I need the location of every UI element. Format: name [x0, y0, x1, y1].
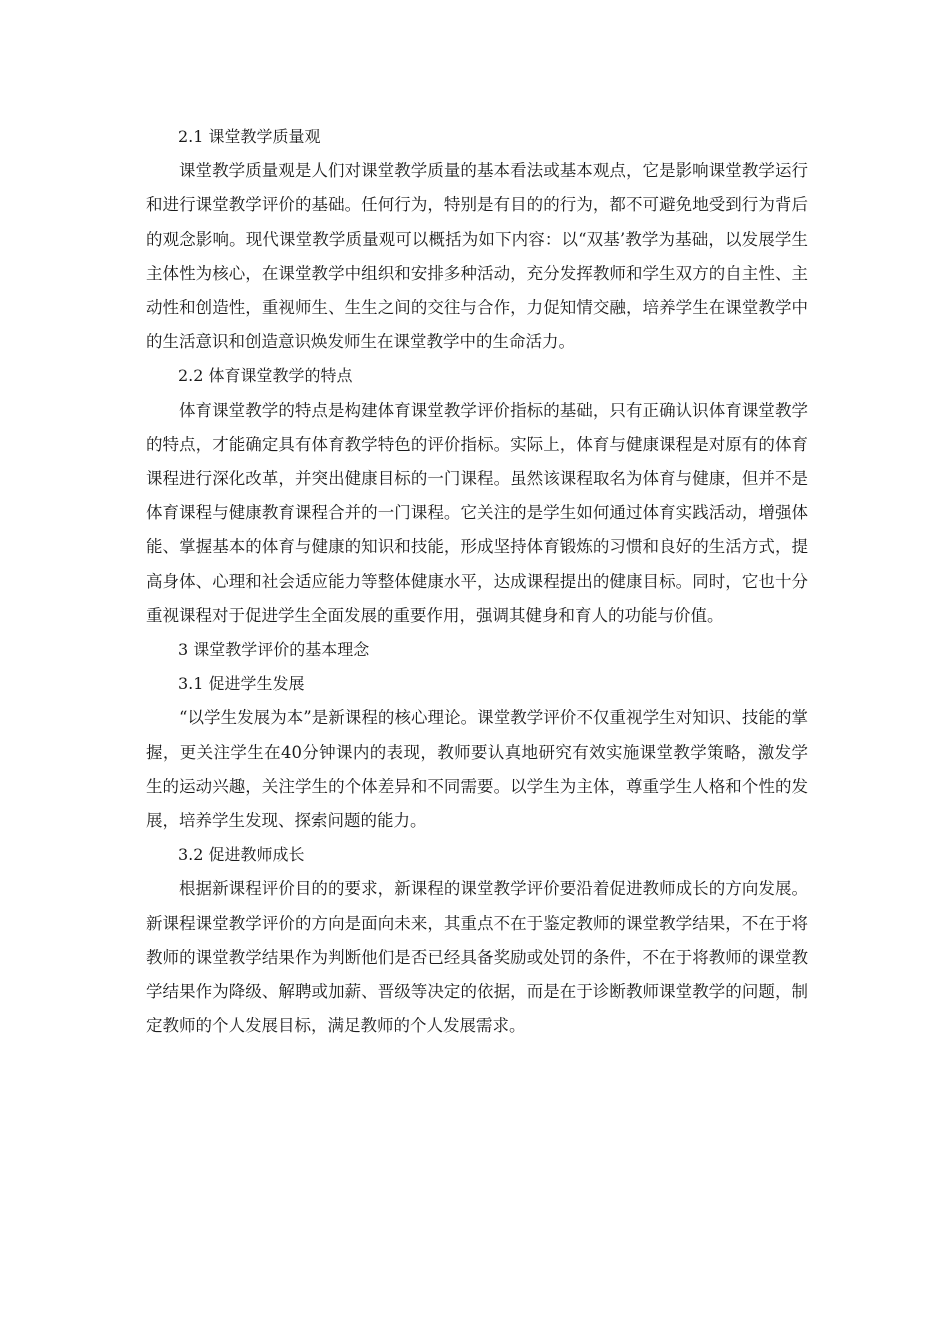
section-paragraph-2-1: 课堂教学质量观是人们对课堂教学质量的基本看法或基本观点，它是影响课堂教学运行和进行课堂教学评价的基础。任何行为，特别是有目的的行为，都不可避免地受到行为背后的观念影响。现代课堂教学质量观可以概括为如下内容：以“双基’教学为基础，以发展学生主体性为核心，在课堂教学中组织和安排多种活动，充分发挥教师和学生双方的自主性、主动性和创造性，重视师生、生生之间的交往与合作，力促知情交融，培养学生在课堂教学中的生活意识和创造意识焕发师生在课堂教学中的生命活力。: [146, 161, 808, 352]
section-paragraph-2-2: 体育课堂教学的特点是构建体育课堂教学评价指标的基础，只有正确认识体育课堂教学的特点，才能确定具有体育教学特色的评价指标。实际上，体育与健康课程是对原有的体育课程进行深化改革，并突出健康目标的一门课程。虽然该课程取名为体育与健康，但并不是体育课程与健康教育课程合并的一门课程。它关注的是学生如何通过体育实践活动，增强体能、掌握基本的体育与健康的知识和技能，形成坚持体育锻炼的习惯和良好的生活方式，提高身体、心理和社会适应能力等整体健康水平，达成课程提出的健康目标。同时，它也十分重视课程对于促进学生全面发展的重要作用，强调其健身和育人的功能与价值。: [146, 400, 808, 625]
section-paragraph-3-1: “以学生发展为本”是新课程的核心理论。课堂教学评价不仅重视学生对知识、技能的掌握，更关注学生在40分钟课内的表现，教师要认真地研究有效实施课堂教学策略，激发学生的运动兴趣，关注学生的个体差异和不同需要。以学生为主体，尊重学生人格和个性的发展，培养学生发现、探索问题的能力。: [146, 708, 808, 831]
section-heading-2-1: 2.1 课堂教学质量观: [178, 127, 321, 146]
section-paragraph-3-2: 根据新课程评价目的的要求，新课程的课堂教学评价要沿着促进教师成长的方向发展。新课程课堂教学评价的方向是面向未来，其重点不在于鉴定教师的课堂教学结果，不在于将教师的课堂教学结果作为判断他们是否已经具备奖励或处罚的条件，不在于将教师的课堂教学结果作为降级、解聘或加薪、晋级等决定的依据，而是在于诊断教师课堂教学的问题，制定教师的个人发展目标，满足教师的个人发展需求。: [146, 879, 808, 1036]
section-heading-3-2: 3.2 促进教师成长: [178, 845, 305, 865]
section-heading-3-1: 3.1 促进学生发展: [178, 674, 305, 694]
section-heading-3: 3 课堂教学评价的基本理念: [178, 640, 370, 660]
document-page: [146, 120, 808, 1043]
section-heading-2-2: 2.2 体育课堂教学的特点: [178, 366, 353, 386]
